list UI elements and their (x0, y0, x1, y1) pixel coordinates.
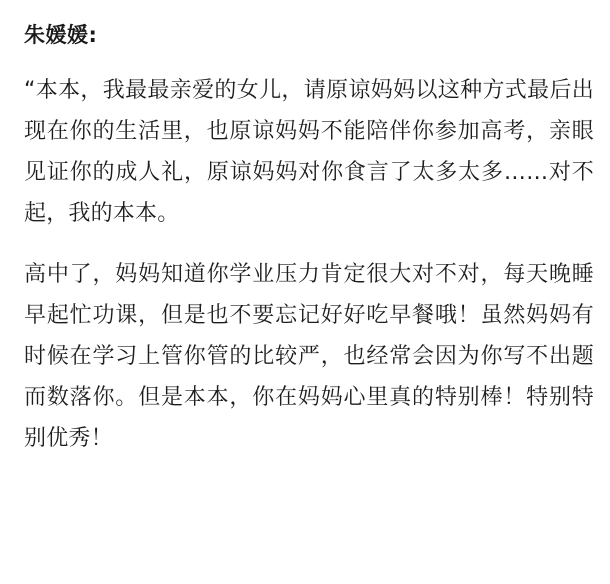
speaker-name: 朱媛媛: (24, 23, 98, 47)
letter-paragraph-2: 高中了，妈妈知道你学业压力肯定很大对不对，每天晚睡早起忙功课，但是也不要忘记好好吃早餐哦！虽然妈妈有时候在学习上管你管的比较严，也经常会因为你写不出题而数落你。但是本本，你在妈妈心里真的特别棒！特别特别优秀！ (24, 262, 594, 451)
letter-paragraph-1: “本本，我最最亲爱的女儿，请原谅妈妈以这种方式最后出现在你的生活里，也原谅妈妈不能陪伴你参加高考，亲眼见证你的成人礼，原谅妈妈对你食言了太多太多……对不起，我的本本。 (24, 78, 594, 226)
